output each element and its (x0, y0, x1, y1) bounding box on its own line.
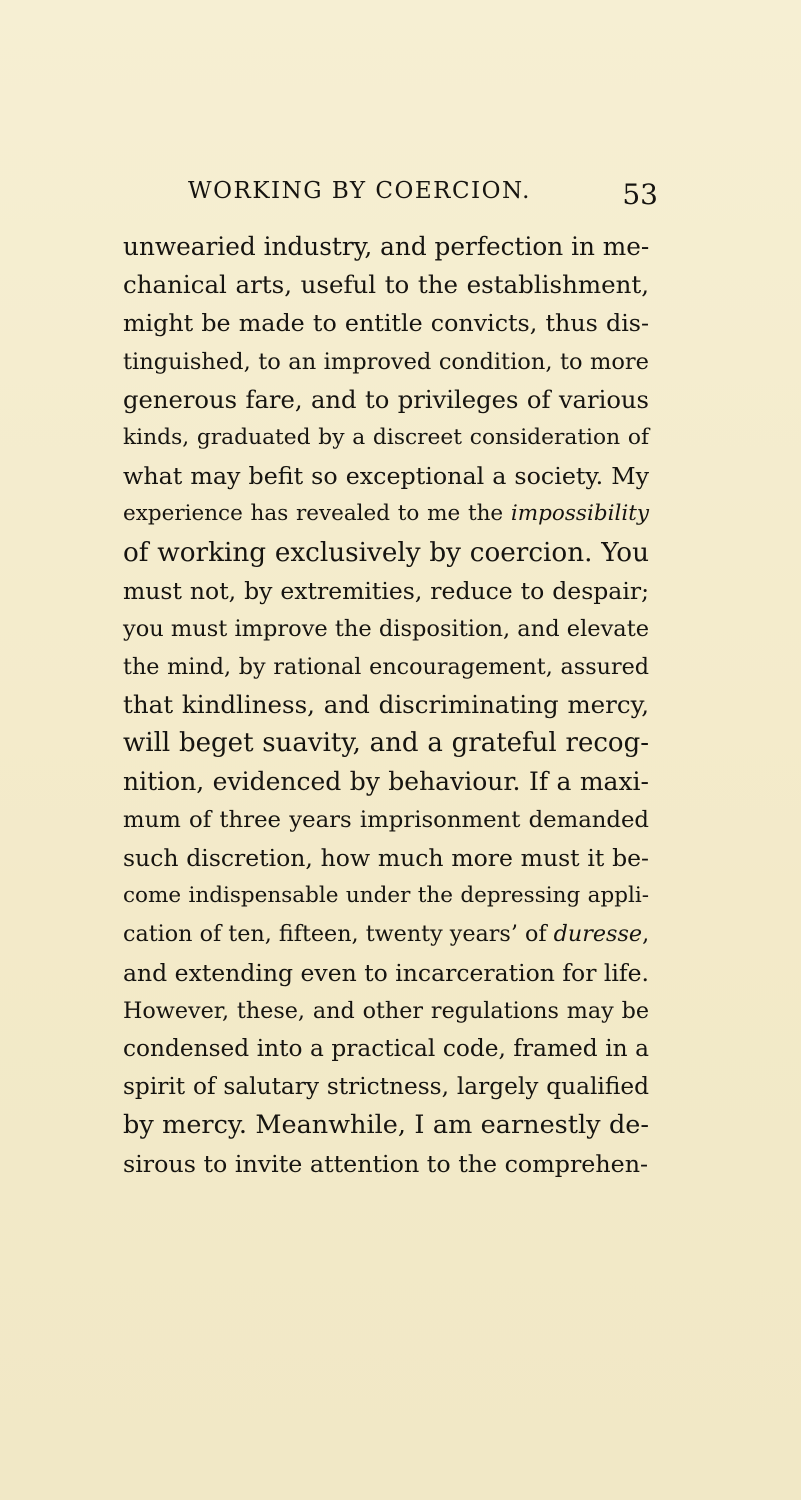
text-line: tinguished, to an improved condition, to more (123, 348, 649, 375)
text-line: generous fare, and to privileges of various (123, 384, 649, 414)
text-run: experience has revealed to me the (123, 501, 511, 527)
text-line (123, 495, 649, 533)
text-line: chanical arts, useful to the establishment, (123, 270, 649, 300)
text-line: such discretion, how much more must it be- (123, 844, 649, 872)
text-line (123, 915, 649, 953)
page-number: 53 (622, 178, 658, 211)
text-line: by mercy. Meanwhile, I am earnestly de- (123, 1110, 649, 1141)
text-line: nition, evidenced by behaviour. If a maxi- (123, 766, 649, 796)
text-line: will beget suavity, and a grateful recog- (123, 728, 649, 759)
text-line: However, these, and other regulations may be (123, 997, 649, 1024)
text-line: you must improve the disposition, and elevate (123, 615, 650, 642)
text-line: kinds, graduated by a discreet consideration of (123, 424, 649, 450)
text-line: spirit of salutary strictness, largely qualified (123, 1073, 649, 1101)
text-line: might be made to entitle convicts, thus dis- (123, 309, 649, 338)
text-line: of working exclusively by coercion. You (123, 537, 649, 568)
italic-word: impossibility (510, 501, 649, 527)
text-line: condensed into a practical code, framed in a (123, 1034, 649, 1062)
text-line: unwearied industry, and perfection in me- (123, 232, 650, 261)
text-line: that kindliness, and discriminating mercy, (123, 690, 649, 720)
text-line: come indispensable under the depressing appli- (123, 883, 649, 909)
text-line: and extending even to incarceration for life. (123, 958, 650, 987)
page-header (188, 178, 658, 218)
text-line: mum of three years imprisonment demanded (123, 806, 649, 833)
text-line: must not, by extremities, reduce to despair; (123, 576, 649, 605)
italic-word: duresse (553, 921, 643, 948)
text-line: what may befit so exceptional a society. My (123, 462, 649, 491)
text-line: sirous to invite attention to the comprehen- (123, 1149, 649, 1178)
text-run: cation of ten, fifteen, twenty years’ of (123, 921, 554, 948)
text-line: the mind, by rational encouragement, assured (123, 654, 649, 681)
running-head: WORKING BY COERCION. (188, 178, 531, 204)
body-text (123, 228, 649, 1183)
text-run: , (642, 921, 650, 948)
